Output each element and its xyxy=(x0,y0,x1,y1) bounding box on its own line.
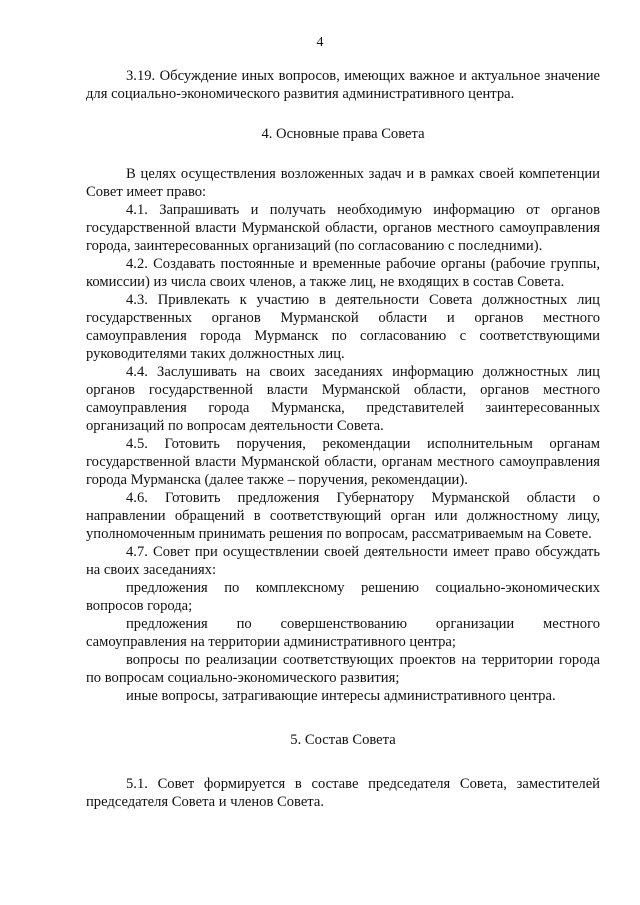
list-item: вопросы по реализации соответствующих проектов на территории города по вопросам социально-экономического развития; xyxy=(86,652,600,686)
paragraph-4-5: 4.5. Готовить поручения, рекомендации исполнительным органам государственной власти Мурманской области, органам местного самоуправления города Мурманска (далее также – поручения, рекомендации). xyxy=(86,436,600,488)
paragraph-4-7: 4.7. Совет при осуществлении своей деятельности имеет право обсуждать на своих заседаниях: xyxy=(86,544,600,578)
section-5-heading: 5. Состав Совета xyxy=(290,732,396,748)
paragraph-5-1: 5.1. Совет формируется в составе председателя Совета, заместителей председателя Совета и членов Совета. xyxy=(86,776,600,810)
document-body xyxy=(86,67,600,811)
list-item: предложения по комплексному решению социально-экономических вопросов города; xyxy=(86,580,600,614)
list-item: иные вопросы, затрагивающие интересы административного центра. xyxy=(126,688,556,704)
list-item: предложения по совершенствованию организации местного самоуправления на территории административного центра; xyxy=(86,616,600,650)
section-4-heading: 4. Основные права Совета xyxy=(261,126,425,142)
paragraph-4-6: 4.6. Готовить предложения Губернатору Мурманской области о направлении обращений в соответствующий орган или должностному лицу, уполномоченным принимать решения по вопросам, рассматриваемым на Совете. xyxy=(86,490,600,542)
paragraph-4-3: 4.3. Привлекать к участию в деятельности Совета должностных лиц государственных органов Мурманской области и органов местного самоуправления города Мурманск по согласованию с соответствующими руководителями таких должностных лиц. xyxy=(86,292,600,362)
paragraph-4-1: 4.1. Запрашивать и получать необходимую информацию от органов государственной власти Мурманской области, органов местного самоуправления города, заинтересованных организаций (по согласованию с последними). xyxy=(86,202,600,254)
paragraph-4-2: 4.2. Создавать постоянные и временные рабочие органы (рабочие группы, комиссии) из числа своих членов, а также лиц, не входящих в состав Совета. xyxy=(86,256,600,290)
section-4-intro: В целях осуществления возложенных задач и в рамках своей компетенции Совет имеет право: xyxy=(86,166,600,200)
paragraph-3-19: 3.19. Обсуждение иных вопросов, имеющих важное и актуальное значение для социально-экономического развития административного центра. xyxy=(86,68,600,102)
paragraph-4-4: 4.4. Заслушивать на своих заседаниях информацию должностных лиц органов государственной власти Мурманской области, органов местного самоуправления города Мурманска, представителей заинтересованных организаций по вопросам деятельности Совета. xyxy=(86,364,600,434)
page-number: 4 xyxy=(316,35,324,50)
